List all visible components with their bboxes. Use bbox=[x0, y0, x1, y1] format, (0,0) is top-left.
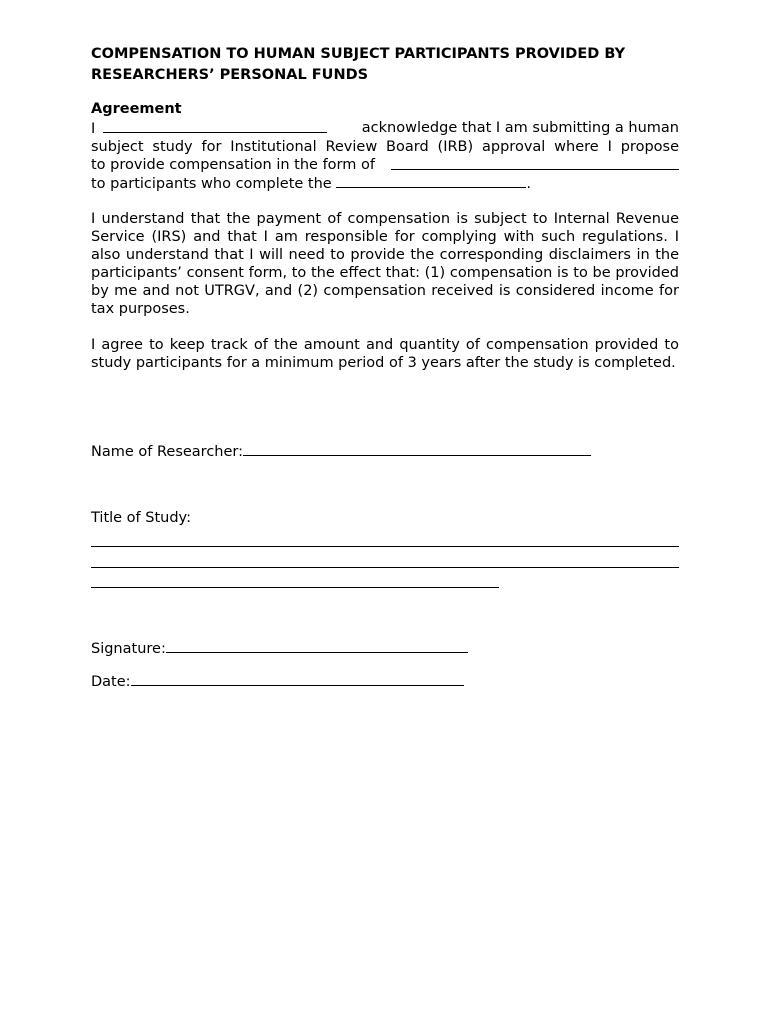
study-title-line-1[interactable] bbox=[91, 546, 679, 547]
study-title-line-3[interactable] bbox=[91, 587, 499, 588]
study-title-line-2[interactable] bbox=[91, 567, 679, 568]
signature-field bbox=[91, 639, 468, 658]
p1-line4: to participants who complete the bbox=[91, 176, 332, 192]
agreement-paragraph bbox=[91, 119, 679, 193]
signature-label: Signature: bbox=[91, 641, 166, 657]
p1-line1-end: acknowledge that I am submitting a human bbox=[361, 120, 679, 136]
title-line-2: RESEARCHERS’ PERSONAL FUNDS bbox=[91, 67, 369, 83]
record-keeping-paragraph: I agree to keep track of the amount and quantity of compensation provided to study participants for a minimum period of 3 years after the study is completed. bbox=[91, 337, 679, 371]
date-field bbox=[91, 672, 464, 691]
document-title bbox=[91, 44, 691, 86]
signature-line[interactable] bbox=[166, 639, 468, 653]
completion-criteria-blank[interactable] bbox=[336, 174, 526, 188]
researcher-name-label: Name of Researcher: bbox=[91, 444, 243, 460]
study-title-label: Title of Study: bbox=[91, 510, 191, 526]
researcher-name-blank[interactable] bbox=[103, 119, 327, 133]
date-label: Date: bbox=[91, 674, 131, 690]
date-line[interactable] bbox=[131, 672, 464, 686]
researcher-name-line[interactable] bbox=[243, 442, 591, 456]
section-heading: Agreement bbox=[91, 101, 182, 117]
irs-paragraph: I understand that the payment of compensation is subject to Internal Revenue Service (IRS) and that I am responsible for complying with such regulations. I also understand that I will need to provide the corresponding disclaimers in the participants’ consent form, to the effect that: (1) compensation is to be provided by me and not UTRGV, and (2) compensation received is considered income for tax purposes. bbox=[91, 211, 679, 317]
title-line-1: COMPENSATION TO HUMAN SUBJECT PARTICIPANTS PROVIDED BY bbox=[91, 46, 626, 62]
p1-line2: subject study for Institutional Review Board (IRB) approval where I propose bbox=[91, 139, 679, 155]
p1-line1-start: I bbox=[91, 121, 96, 137]
compensation-form-blank[interactable] bbox=[391, 156, 679, 170]
researcher-name-field bbox=[91, 442, 591, 461]
p1-line4-end: . bbox=[526, 176, 531, 192]
p1-line3: to provide compensation in the form of bbox=[91, 157, 375, 173]
